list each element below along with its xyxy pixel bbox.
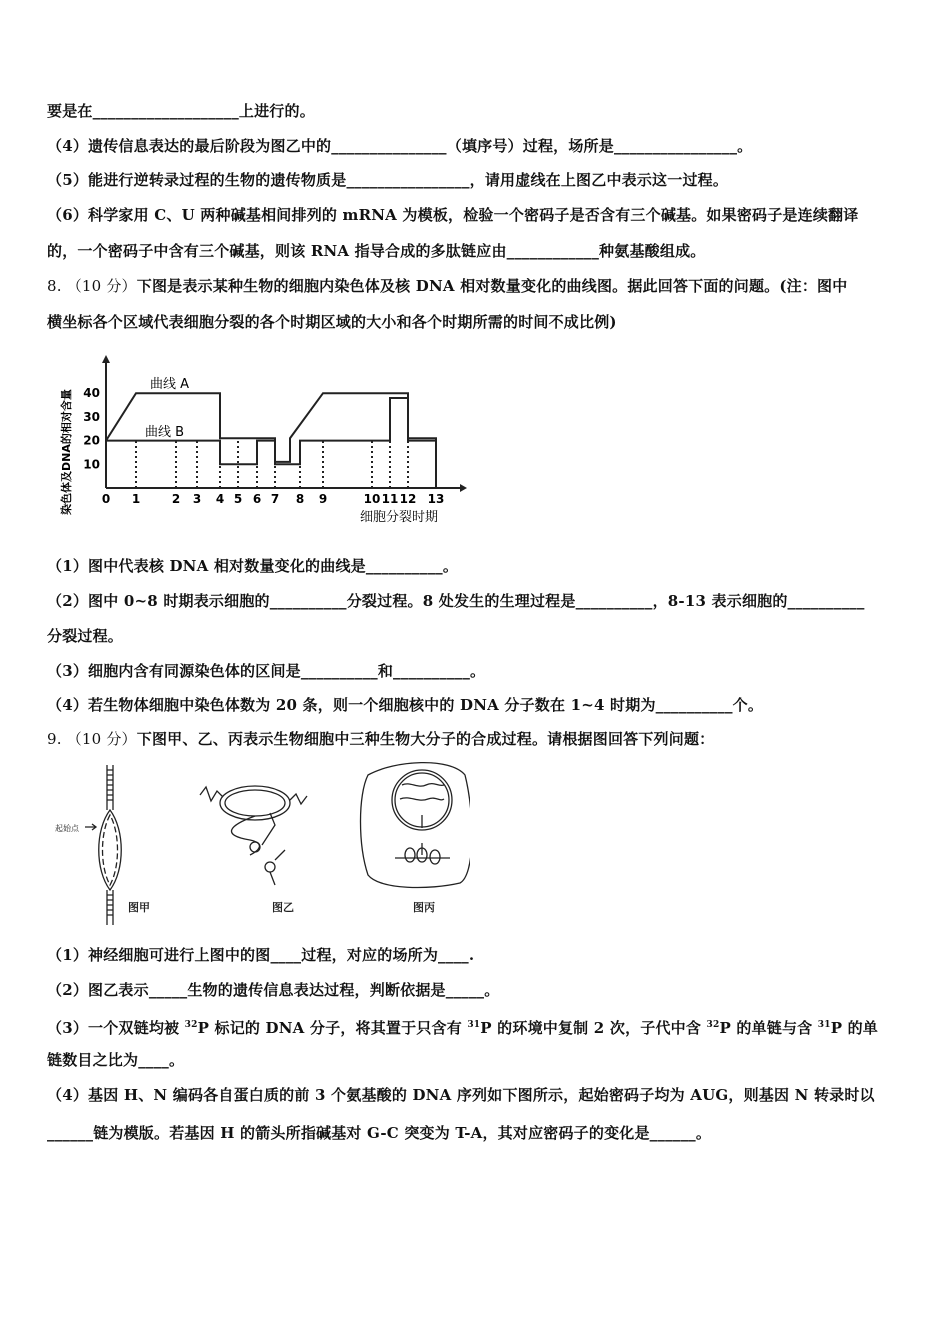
x-axis-arrow bbox=[460, 484, 467, 492]
q8-part-3: （3）细胞内含有同源染色体的区间是__________和__________。 bbox=[47, 662, 486, 680]
x-tick-label: 10 bbox=[363, 492, 381, 506]
y-axis-label: 染色体及DNA的相对含量 bbox=[60, 389, 73, 515]
q9-score: （10 分） bbox=[66, 730, 137, 748]
figure-jia-label: 图甲 bbox=[128, 901, 150, 914]
q9-part-3-cont: 链数目之比为____。 bbox=[47, 1051, 185, 1069]
curve-b bbox=[106, 398, 436, 488]
text: P 的单链与含 bbox=[719, 1019, 818, 1037]
q7-part-6-cont: 的，一个密码子中含有三个碱基，则该 RNA 指导合成的多肽链应由____________种氨基酸组成。 bbox=[47, 242, 706, 260]
curve-b-label: 曲线 B bbox=[145, 425, 185, 440]
y-tick-label: 10 bbox=[83, 457, 100, 472]
q8-stem bbox=[47, 276, 847, 296]
x-tick-label: 4 bbox=[215, 492, 225, 506]
x-tick-label: 2 bbox=[171, 492, 181, 506]
figure-bing-eukaryotic-cell bbox=[361, 763, 471, 914]
q8-stem-cont: 横坐标各个区域代表细胞分裂的各个时期区域的大小和各个时期所需的时间不成比例) bbox=[47, 313, 617, 331]
x-tick-label: 8 bbox=[295, 492, 305, 506]
x-tick-label: 7 bbox=[270, 492, 280, 506]
q8-number: 8. bbox=[47, 277, 62, 295]
q9-stem-text: 下图甲、乙、丙表示生物细胞中三种生物大分子的合成过程。请根据图回答下列问题： bbox=[136, 730, 715, 748]
x-tick-label: 9 bbox=[318, 492, 328, 506]
q8-part-4: （4）若生物体细胞中染色体数为 20 条，则一个细胞核中的 DNA 分子数在 1~4 时期为__________个。 bbox=[47, 696, 764, 714]
q8-part-2-cont: 分裂过程。 bbox=[47, 627, 124, 645]
text: P 的单 bbox=[830, 1019, 879, 1037]
q8-stem-text: 下图是表示某种生物的细胞内染色体及核 DNA 相对数量变化的曲线图。据此回答下面的问题。(注：图中 bbox=[136, 277, 848, 295]
q9-part-4-cont: ______链为模版。若基因 H 的箭头所指碱基对 G-C 突变为 T-A，其对应密码子的变化是______。 bbox=[47, 1124, 712, 1142]
figure-jia-replication bbox=[55, 765, 150, 925]
q8-score: （10 分） bbox=[66, 277, 137, 295]
superscript: 32 bbox=[184, 1020, 198, 1030]
x-tick-label: 1 bbox=[131, 492, 141, 506]
text: （3）一个双链均被 bbox=[47, 1019, 185, 1037]
y-axis-arrow bbox=[102, 355, 110, 363]
x-tick-label: 11 bbox=[381, 492, 399, 506]
q7-line-continuation: 要是在___________________上进行的。 bbox=[47, 102, 315, 120]
text: P 的环境中复制 2 次，子代中含 bbox=[480, 1019, 707, 1037]
text: P 标记的 DNA 分子，将其置于只含有 bbox=[197, 1019, 468, 1037]
q9-part-4: （4）基因 H、N 编码各自蛋白质的前 3 个氨基酸的 DNA 序列如下图所示，起始密码子均为 AUG，则基因 N 转录时以 bbox=[47, 1086, 875, 1104]
figure-yi-label: 图乙 bbox=[272, 901, 294, 914]
y-tick-label: 40 bbox=[83, 386, 100, 401]
x-tick-label: 6 bbox=[252, 492, 262, 506]
curve-a-label: 曲线 A bbox=[150, 377, 190, 392]
q9-stem bbox=[47, 729, 714, 749]
figure-yi-transcription-translation bbox=[200, 786, 307, 914]
q9-part-3 bbox=[47, 1015, 878, 1038]
chromosome-dna-chart bbox=[55, 345, 475, 530]
q9-part-2: （2）图乙表示_____生物的遗传信息表达过程，判断依据是_____。 bbox=[47, 981, 500, 999]
x-axis-label: 细胞分裂时期 bbox=[360, 510, 439, 525]
q9-number: 9. bbox=[47, 730, 62, 748]
y-tick-label: 30 bbox=[83, 409, 100, 424]
superscript: 32 bbox=[706, 1020, 720, 1030]
q7-part-6: （6）科学家用 C、U 两种碱基相间排列的 mRNA 为模板，检验一个密码子是否含有三个碱基。如果密码子是连续翻译 bbox=[47, 206, 859, 224]
start-point-label: 起始点 bbox=[55, 824, 79, 833]
superscript: 31 bbox=[467, 1020, 481, 1030]
q7-part-5: （5）能进行逆转录过程的生物的遗传物质是________________，请用虚线在上图乙中表示这一过程。 bbox=[47, 171, 729, 189]
q8-part-1: （1）图中代表核 DNA 相对数量变化的曲线是__________。 bbox=[47, 557, 459, 575]
synthesis-figures bbox=[50, 755, 470, 925]
x-tick-label: 12 bbox=[399, 492, 417, 506]
q9-part-1: （1）神经细胞可进行上图中的图____过程，对应的场所为____. bbox=[47, 946, 475, 964]
q7-part-4: （4）遗传信息表达的最后阶段为图乙中的_______________（填序号）过程，场所是________________。 bbox=[47, 137, 753, 155]
y-tick-label: 20 bbox=[83, 433, 100, 448]
figure-bing-label: 图丙 bbox=[413, 901, 435, 914]
x-tick-label: 13 bbox=[427, 492, 445, 506]
x-tick-label: 0 bbox=[101, 492, 111, 506]
superscript: 31 bbox=[817, 1020, 831, 1030]
x-tick-label: 5 bbox=[233, 492, 243, 506]
x-tick-label: 3 bbox=[192, 492, 202, 506]
q8-part-2: （2）图中 0~8 时期表示细胞的__________分裂过程。8 处发生的生理过程是__________，8-13 表示细胞的__________ bbox=[47, 592, 865, 610]
